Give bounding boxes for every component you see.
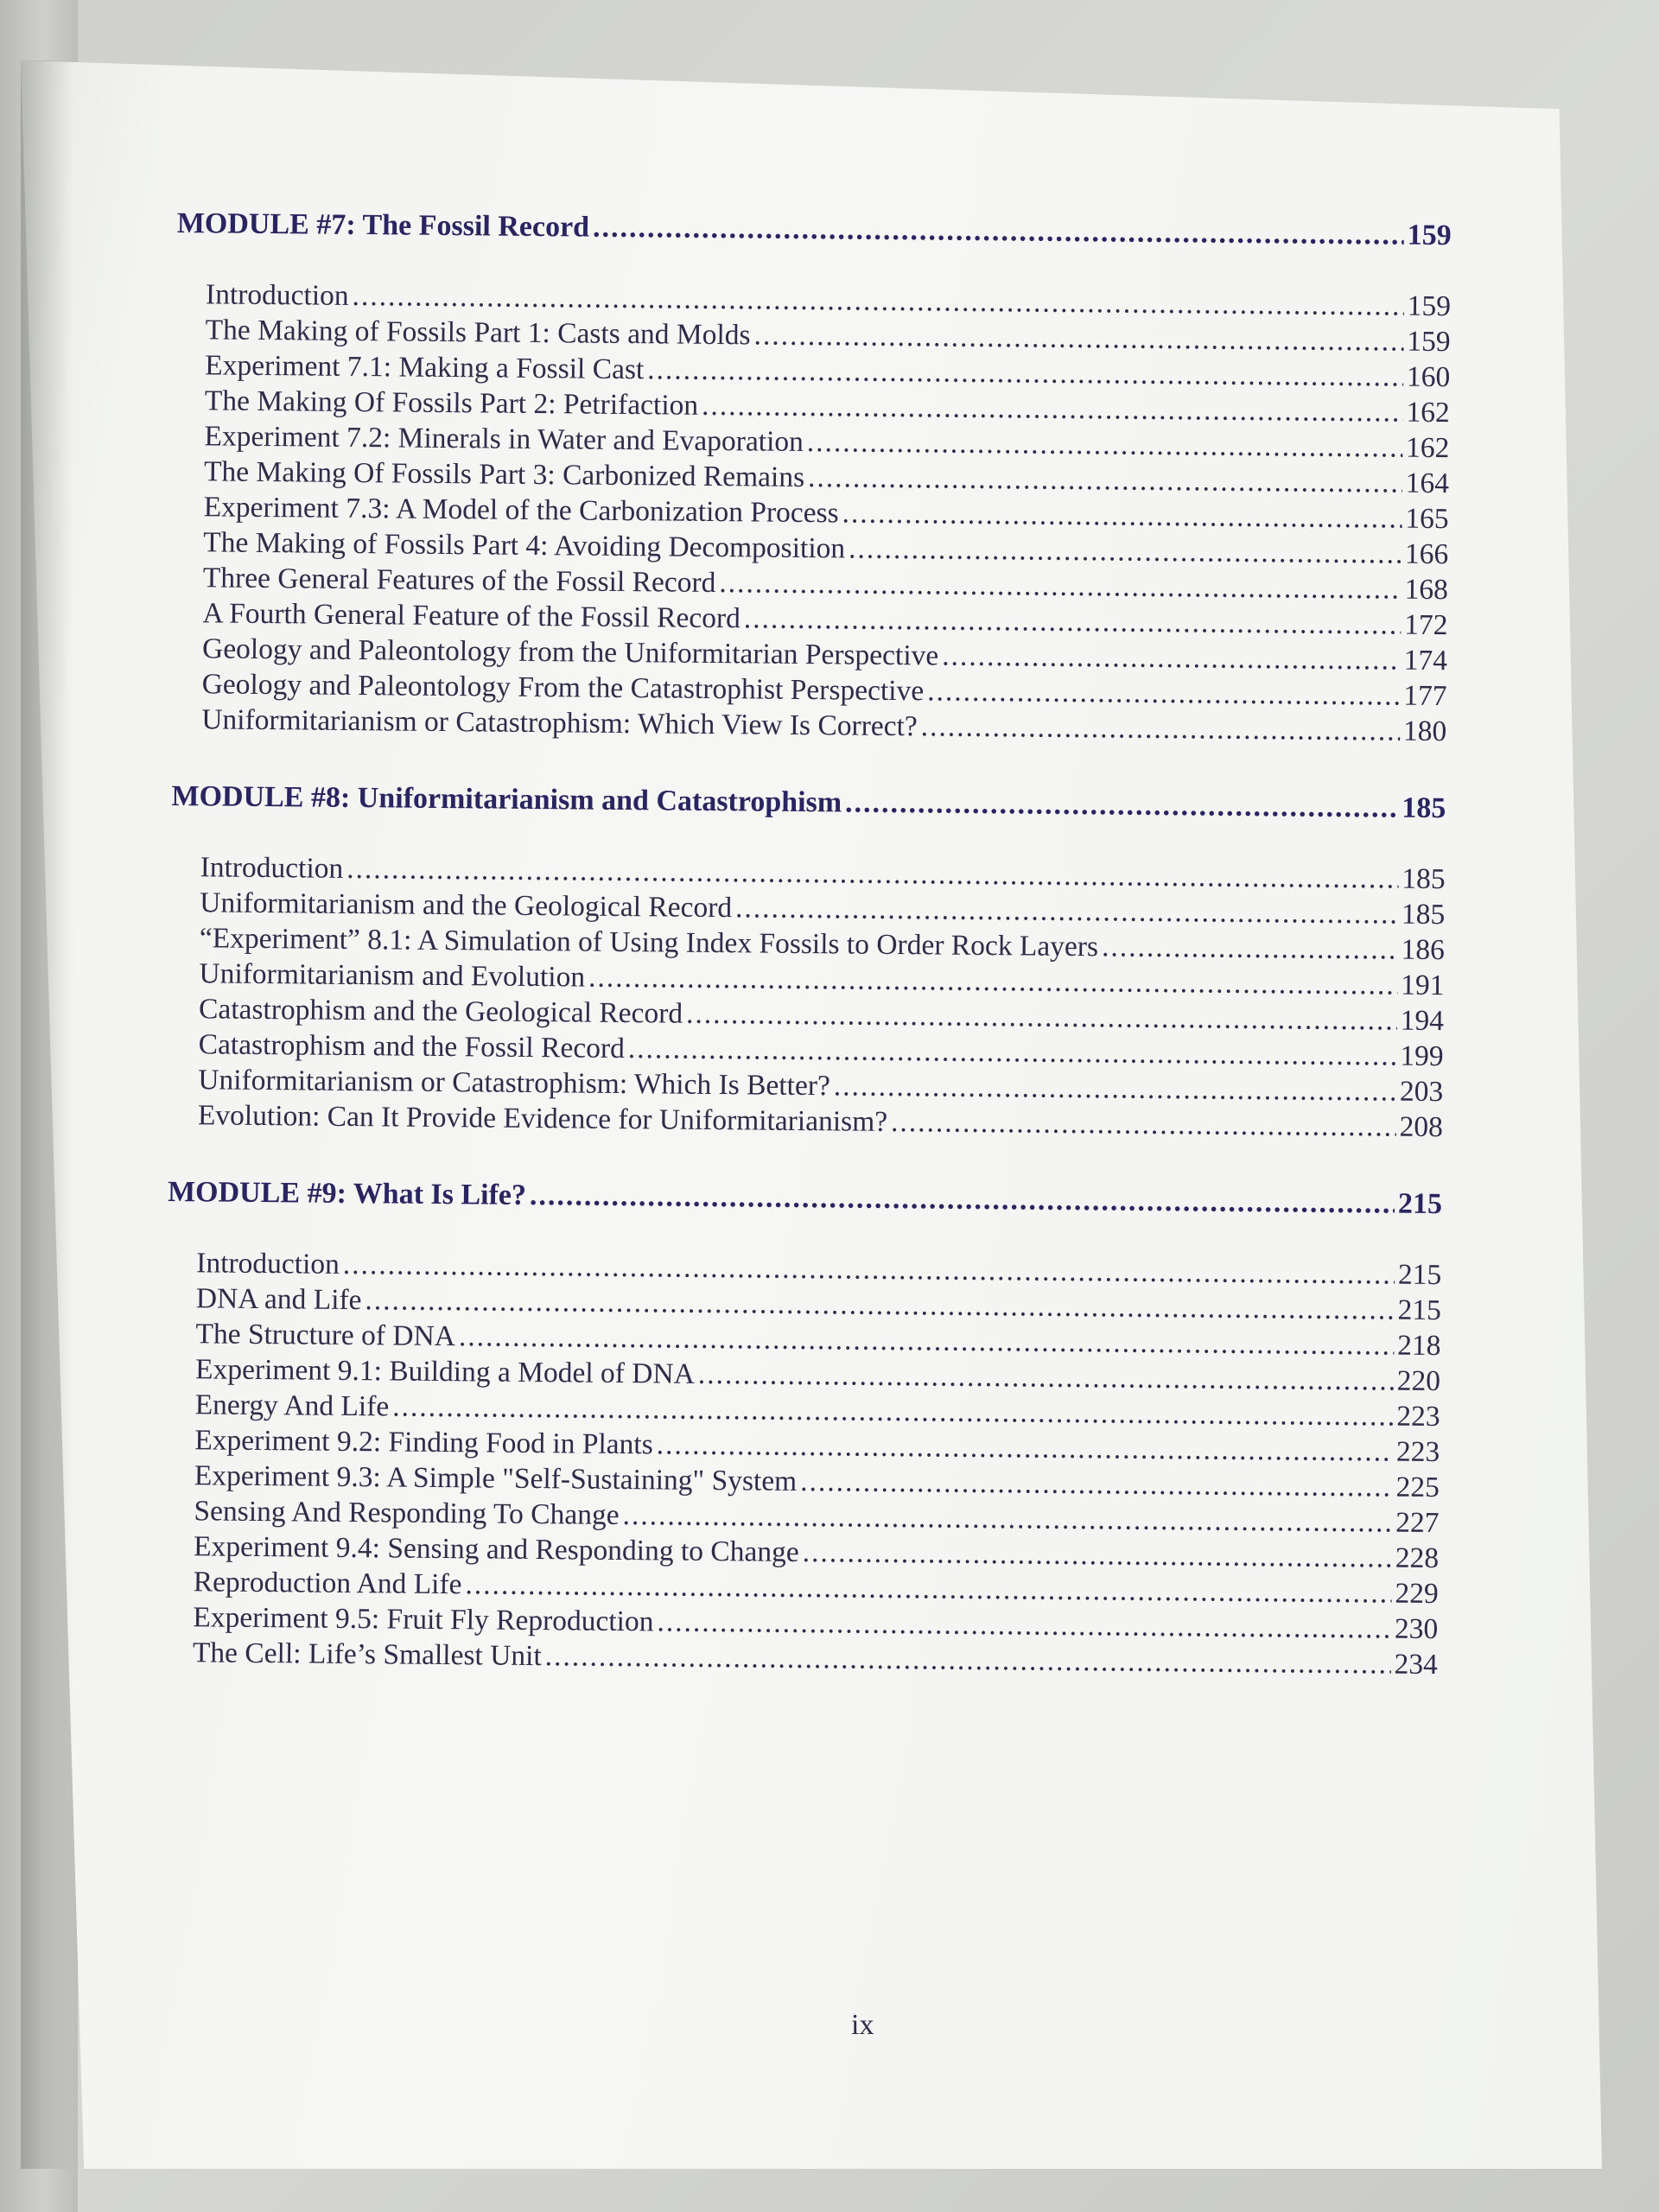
entry-title: Experiment 9.5: Fruit Fly Reproduction [193, 1601, 654, 1638]
entry-title: Uniformitarianism or Catastrophism: Which View Is Correct? [201, 703, 918, 743]
dot-leader [921, 709, 1401, 748]
dot-leader [927, 673, 1401, 713]
module-title: MODULE #7: The Fossil Record [176, 207, 590, 244]
dot-leader [545, 1638, 1391, 1681]
entry-page-number: 165 [1405, 502, 1449, 536]
module-entries [163, 1245, 1442, 1682]
entry-title: Uniformitarianism and the Geological Record [200, 887, 733, 925]
dot-leader [808, 460, 1402, 501]
entry-page-number: 223 [1396, 1400, 1440, 1433]
entry-page-number: 191 [1400, 969, 1445, 1002]
entry-title: Evolution: Can It Provide Evidence for Uniformitarianism? [197, 1099, 888, 1138]
dot-leader [744, 601, 1402, 642]
entry-page-number: 180 [1402, 715, 1447, 748]
dot-leader [834, 1068, 1397, 1109]
entry-page-number: 229 [1395, 1577, 1439, 1611]
entry-title: A Fourth General Feature of the Fossil Record [202, 597, 741, 635]
entry-title: The Cell: Life’s Smallest Unit [192, 1637, 542, 1673]
entry-title: Experiment 7.2: Minerals in Water and Evaporation [204, 420, 804, 458]
entry-title: The Making of Fossils Part 1: Casts and Molds [205, 314, 751, 352]
entry-title: Experiment 9.2: Finding Food in Plants [194, 1424, 653, 1461]
entry-page-number: 223 [1395, 1435, 1440, 1469]
module-entries [168, 849, 1446, 1145]
entry-page-number: 185 [1402, 862, 1446, 896]
module-8 [168, 780, 1446, 1145]
entry-page-number: 227 [1395, 1506, 1440, 1540]
entry-page-number: 177 [1403, 679, 1447, 713]
dot-leader [593, 212, 1404, 252]
module-title: MODULE #8: Uniformitarianism and Catastrophism [171, 779, 842, 819]
entry-page-number: 172 [1404, 608, 1448, 642]
entry-page-number: 218 [1396, 1329, 1441, 1363]
entry-title: Sensing And Responding To Change [194, 1495, 620, 1531]
dot-leader [753, 317, 1403, 359]
entry-title: The Structure of DNA [195, 1318, 456, 1353]
entry-page-number: 215 [1397, 1258, 1442, 1292]
entry-title: Geology and Paleontology From the Catastrophist Perspective [201, 668, 925, 708]
dot-leader [891, 1104, 1396, 1145]
entry-page-number: 215 [1397, 1294, 1441, 1327]
entry-title: Catastrophism and the Geological Record [198, 993, 683, 1030]
entry-page-number: 225 [1395, 1471, 1440, 1504]
entry-title: Catastrophism and the Fossil Record [198, 1028, 626, 1065]
module-heading [168, 1176, 1442, 1238]
entry-page-number: 159 [1407, 289, 1452, 323]
dot-leader [807, 424, 1403, 466]
entry-title: The Making Of Fossils Part 2: Petrifaction [204, 385, 699, 422]
entry-page-number: 230 [1394, 1612, 1439, 1646]
entry-title: Reproduction And Life [193, 1566, 462, 1601]
dot-leader [849, 531, 1402, 571]
module-title: MODULE #9: What Is Life? [167, 1175, 527, 1211]
dot-leader [1102, 929, 1398, 967]
entry-title: “Experiment” 8.1: A Simulation of Using Index Fossils to Order Rock Layers [199, 922, 1099, 963]
entry-title: Introduction [196, 1247, 340, 1281]
dot-leader [842, 495, 1402, 536]
entry-title: Geology and Paleontology from the Uniformitarian Perspective [201, 632, 939, 672]
entry-title: Uniformitarianism and Evolution [199, 957, 586, 994]
entry-page-number: 234 [1394, 1648, 1439, 1681]
entry-page-number: 164 [1405, 467, 1450, 500]
entry-page-number: 228 [1395, 1541, 1440, 1575]
module-heading [171, 780, 1446, 842]
entry-title: Three General Features of the Fossil Record [202, 562, 716, 600]
entry-title: The Making Of Fossils Part 3: Carbonized Remains [203, 455, 805, 493]
entry-title: Experiment 9.3: A Simple "Self-Sustaining" System [194, 1459, 798, 1497]
entry-page-number: 168 [1404, 573, 1448, 607]
entry-page-number: 186 [1401, 933, 1445, 967]
module-entries [172, 276, 1451, 749]
dot-leader [942, 639, 1401, 678]
entry-page-number: 194 [1400, 1004, 1445, 1038]
dot-leader [845, 786, 1399, 824]
entry-title: The Making of Fossils Part 4: Avoiding Decomposition [203, 526, 846, 565]
entry-page-number: 159 [1407, 325, 1451, 359]
entry-title: Introduction [200, 851, 344, 885]
entry-page-number: 166 [1404, 537, 1449, 571]
entry-page-number: 220 [1396, 1364, 1441, 1398]
entry-title: Experiment 7.3: A Model of the Carbonization Process [203, 491, 839, 530]
entry-title: Experiment 9.4: Sensing and Responding to Change [193, 1530, 799, 1568]
entry-title: Experiment 7.1: Making a Fossil Cast [205, 349, 645, 386]
entry-page-number: 203 [1399, 1075, 1444, 1109]
entry-title: DNA and Life [195, 1282, 362, 1317]
entry-page-number: 162 [1406, 396, 1450, 429]
entry-title: Energy And Life [194, 1389, 390, 1423]
entry-title: Experiment 9.1: Building a Model of DNA [194, 1353, 696, 1390]
entry-page-number: 185 [1401, 898, 1446, 931]
dot-leader [800, 1464, 1393, 1505]
module-page-number: 159 [1407, 219, 1452, 252]
module-7 [172, 207, 1452, 749]
entry-page-number: 162 [1405, 431, 1450, 465]
dot-leader [530, 1179, 1395, 1221]
entry-page-number: 174 [1403, 644, 1448, 677]
table-of-contents [162, 207, 1452, 1726]
dot-leader [803, 1535, 1392, 1576]
page-folio: ix [851, 2009, 874, 2041]
entry-page-number: 199 [1400, 1039, 1444, 1073]
entry-title: Uniformitarianism or Catastrophism: Which Is Better? [198, 1064, 831, 1103]
module-9 [163, 1176, 1442, 1682]
entry-title: Introduction [205, 278, 349, 312]
module-page-number: 185 [1402, 791, 1446, 825]
entry-page-number: 160 [1406, 360, 1451, 394]
module-page-number: 215 [1397, 1187, 1443, 1221]
entry-page-number: 208 [1399, 1110, 1444, 1144]
